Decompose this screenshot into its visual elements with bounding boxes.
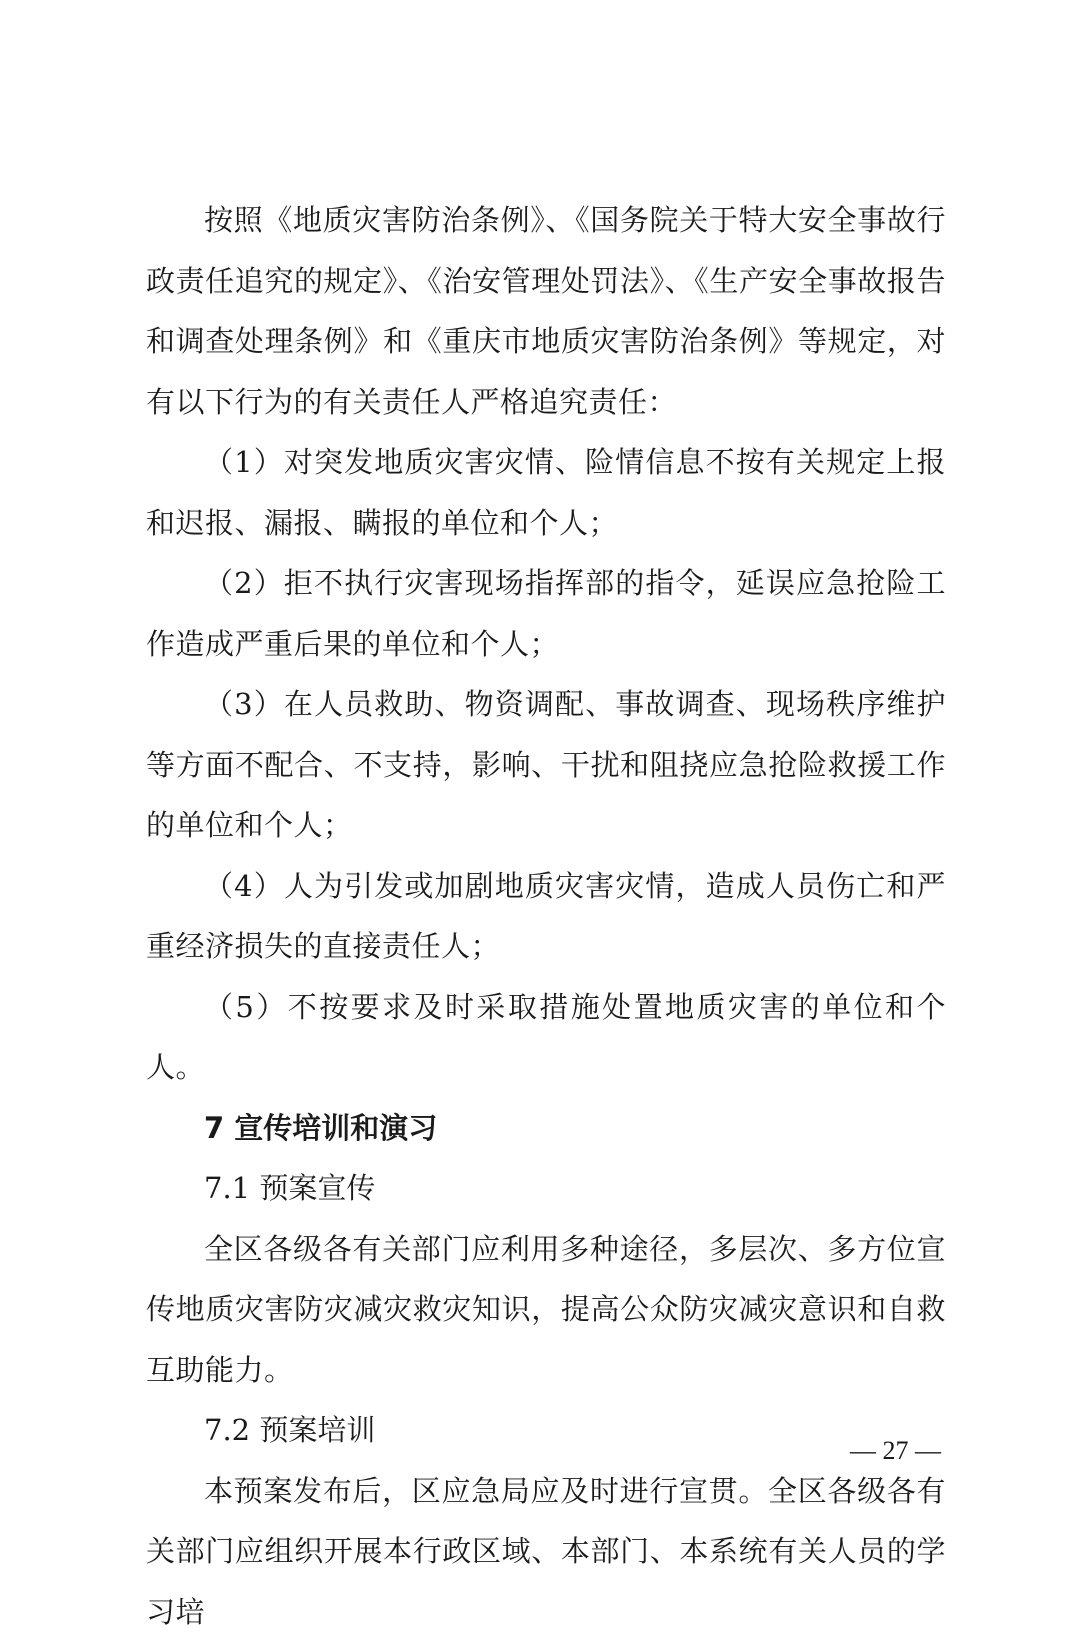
list-item-3: （3）在人员救助、物资调配、事故调查、现场秩序维护等方面不配合、不支持，影响、干扰和阻挠应急抢险救援工作的单位和个人； [146, 674, 946, 856]
intro-paragraph: 按照《地质灾害防治条例》、《国务院关于特大安全事故行政责任追究的规定》、《治安管理处罚法》、《生产安全事故报告和调查处理条例》和《重庆市地质灾害防治条例》等规定，对有以下行为的有关责任人严格追究责任： [146, 190, 946, 432]
section-7-1-text: 全区各级各有关部门应利用多种途径，多层次、多方位宣传地质灾害防灾减灾救灾知识，提高公众防灾减灾意识和自救互助能力。 [146, 1219, 946, 1401]
section-7-2-heading: 7.2 预案培训 [146, 1400, 946, 1461]
document-body [146, 190, 946, 1642]
page-number: — 27 — [850, 1436, 941, 1466]
section-7-1-heading: 7.1 预案宣传 [146, 1158, 946, 1219]
list-item-1: （1）对突发地质灾害灾情、险情信息不按有关规定上报和迟报、漏报、瞒报的单位和个人； [146, 432, 946, 553]
section-7-2-text: 本预案发布后，区应急局应及时进行宣贯。全区各级各有关部门应组织开展本行政区域、本部门、本系统有关人员的学习培 [146, 1461, 946, 1642]
list-item-5: （5）不按要求及时采取措施处置地质灾害的单位和个人。 [146, 977, 946, 1098]
section-7-heading: 7 宣传培训和演习 [146, 1098, 946, 1159]
list-item-4: （4）人为引发或加剧地质灾害灾情，造成人员伤亡和严重经济损失的直接责任人； [146, 856, 946, 977]
list-item-2: （2）拒不执行灾害现场指挥部的指令，延误应急抢险工作造成严重后果的单位和个人； [146, 553, 946, 674]
